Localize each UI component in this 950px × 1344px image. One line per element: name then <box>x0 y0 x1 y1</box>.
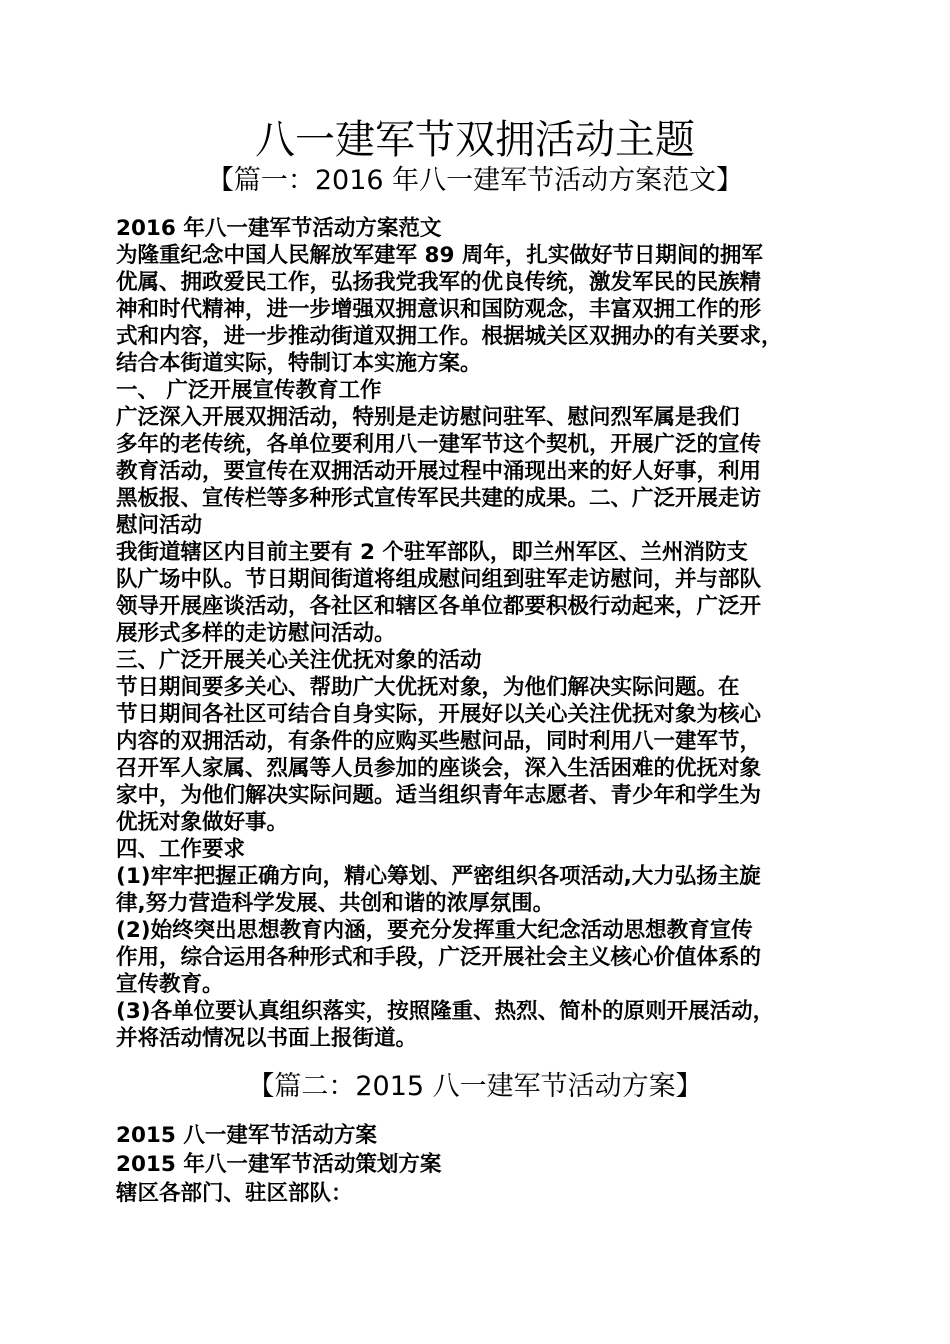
text-line: 宣传教育。 <box>116 972 224 997</box>
text-line: 内容的双拥活动，有条件的应购买些慰问品，同时利用八一建军节， <box>116 729 762 754</box>
text-line: 展形式多样的走访慰问活动。 <box>116 621 396 646</box>
document-title: 八一建军节双拥活动主题 <box>255 117 695 163</box>
text-line: 多年的老传统，各单位要利用八一建军节这个契机，开展广泛的宣传 <box>116 432 762 457</box>
text-line: 式和内容，进一步推动街道双拥工作。根据城关区双拥办的有关要求， <box>116 324 783 349</box>
text-line: 广泛深入开展双拥活动，特别是走访慰问驻军、慰问烈军属是我们 <box>116 405 740 430</box>
section-2-heading: 【篇二：2015 八一建军节活动方案】 <box>247 1071 703 1102</box>
text-line: 2015 年八一建军节活动策划方案 <box>116 1152 442 1177</box>
text-line: 四、工作要求 <box>116 837 246 862</box>
text-line: (1)牢牢把握正确方向，精心筹划、严密组织各项活动,大力弘扬主旋 <box>116 864 761 889</box>
section-1-heading: 【篇一：2016 年八一建军节活动方案范文】 <box>206 165 744 196</box>
text-line: 三、广泛开展关心关注优抚对象的活动 <box>116 648 482 673</box>
text-line: (3)各单位要认真组织落实，按照隆重、热烈、简朴的原则开展活动， <box>116 999 775 1024</box>
text-line: 慰问活动 <box>116 513 203 538</box>
text-line: 节日期间各社区可结合自身实际，开展好以关心关注优抚对象为核心 <box>116 702 762 727</box>
text-line: 辖区各部门、驻区部队： <box>116 1181 353 1206</box>
text-line: 我街道辖区内目前主要有 2 个驻军部队，即兰州军区、兰州消防支 <box>116 540 748 565</box>
text-line: 结合本街道实际，特制订本实施方案。 <box>116 351 482 376</box>
text-line: 队广场中队。节日期间街道将组成慰问组到驻军走访慰问，并与部队 <box>116 567 762 592</box>
text-line: (2)始终突出思想教育内涵，要充分发挥重大纪念活动思想教育宣传 <box>116 918 753 943</box>
section-2-body <box>116 1121 840 1208</box>
text-line: 家中，为他们解决实际问题。适当组织青年志愿者、青少年和学生为 <box>116 783 762 808</box>
text-line: 节日期间要多关心、帮助广大优抚对象，为他们解决实际问题。在 <box>116 675 740 700</box>
text-line: 律,努力营造科学发展、共创和谐的浓厚氛围。 <box>116 891 555 916</box>
text-line: 教育活动，要宣传在双拥活动开展过程中涌现出来的好人好事，利用 <box>116 459 762 484</box>
text-line: 优属、拥政爱民工作，弘扬我党我军的优良传统，激发军民的民族精 <box>116 270 762 295</box>
text-line: 优抚对象做好事。 <box>116 810 289 835</box>
text-line: 并将活动情况以书面上报街道。 <box>116 1026 418 1051</box>
text-line: 2015 八一建军节活动方案 <box>116 1123 377 1148</box>
text-line: 神和时代精神，进一步增强双拥意识和国防观念，丰富双拥工作的形 <box>116 297 762 322</box>
text-line: 一、 广泛开展宣传教育工作 <box>116 378 382 403</box>
text-line: 为隆重纪念中国人民解放军建军 89 周年，扎实做好节日期间的拥军 <box>116 243 763 268</box>
text-line: 黑板报、宣传栏等多种形式宣传军民共建的成果。二、广泛开展走访 <box>116 486 762 511</box>
section-1-body <box>116 215 840 1052</box>
text-line: 领导开展座谈活动，各社区和辖区各单位都要积极行动起来，广泛开 <box>116 594 762 619</box>
text-line: 召开军人家属、烈属等人员参加的座谈会，深入生活困难的优抚对象 <box>116 756 762 781</box>
text-line: 2016 年八一建军节活动方案范文 <box>116 216 442 241</box>
text-line: 作用，综合运用各种形式和手段，广泛开展社会主义核心价值体系的 <box>116 945 762 970</box>
